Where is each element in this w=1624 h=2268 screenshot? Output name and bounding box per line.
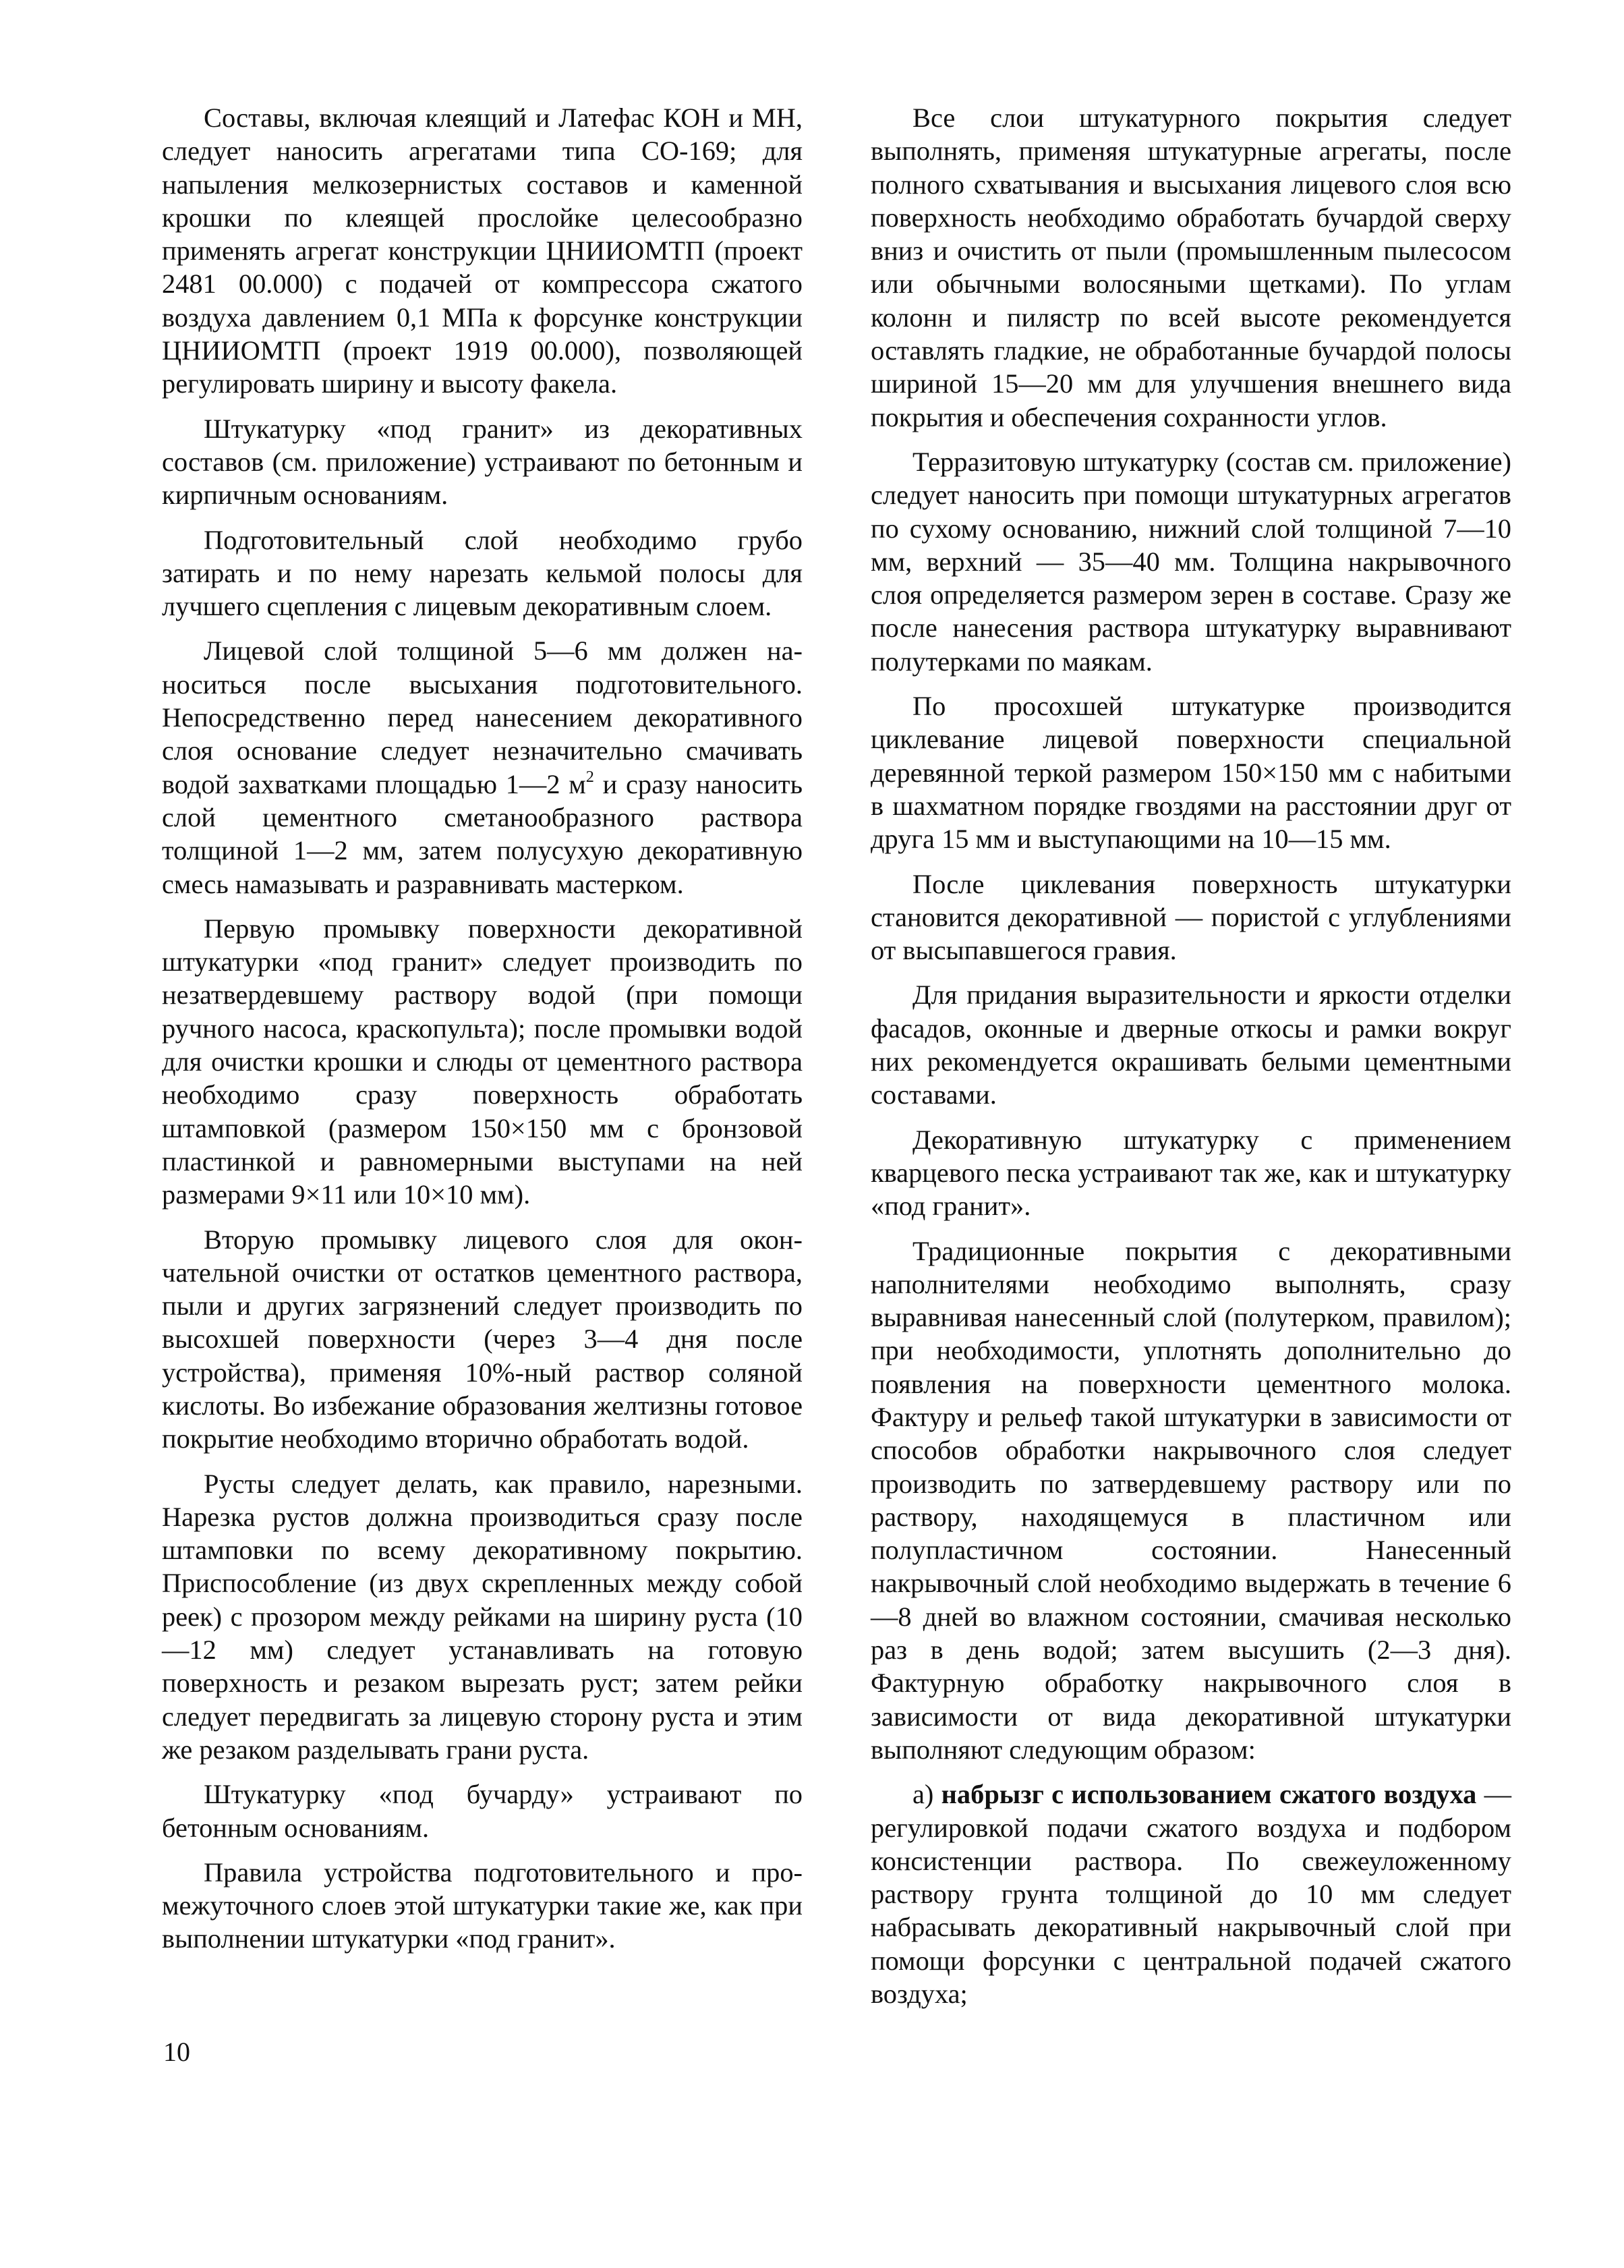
paragraph-16: Традиционные покрытия с декоративными наполнителями необходимо выполнять, сразу выравнивая нанесенный слой (полутерком, правилом); при необходимости, уплотнять дополнительно до появления на поверхности цементного молока. Фактуру и рельеф такой штукатурки в зависимости от способов обработки накрывочного слоя следует производить по затвердевшему раствору или по раствору, находящемуся в пластичном или полупластичном состоянии. Нанесенный накрывочный слой необходимо выдержать в течение 6—8 дней во влажном состоянии, смачивая несколько раз в день водой; затем высушить (2—3 дня). Фактурную обработку накрывочного слоя в зависимости от вида декоративной штукатурки выполняют следующим образом:: [871, 1235, 1511, 1765]
paragraph-2: Штукатурку «под гранит» из декоративных составов (см. приложение) устраивают по бетонным и кирпичным основаниям.: [162, 413, 803, 511]
paragraph-11: Терразитовую штукатурку (состав см. приложение) следует наносить при помощи штукатурных агрегатов по сухому основанию, нижний слой толщиной 7—10 мм, верхний — 35—40 мм. Толщина накрывочного слоя определяется размером зерен в составе. Сразу же после нанесения раствора штукатурку выравнивают полутерками по маякам.: [871, 446, 1511, 677]
paragraph-15: Декоративную штукатурку с применением кварцевого песка устраивают так же, как и штукатурку «под гранит».: [871, 1124, 1511, 1222]
paragraph-4: [162, 634, 803, 900]
paragraph-8: Штукатурку «под бучарду» устраивают по бетонным основаниям.: [162, 1779, 803, 1843]
paragraph-9: Правила устройства подготовительного и промежуточного слоев этой штукатурки такие же, как при выполнении штукатурки «под гранит».: [162, 1856, 803, 1954]
paragraph-13: После циклевания поверхность штукатурки становится декоративной — пористой с углублениями от высыпавшегося гравия.: [871, 868, 1511, 966]
paragraph-14: Для придания выразительности и яркости отделки фасадов, оконные и дверные откосы и рамки вокруг них рекомендуется окрашивать белыми цементными составами.: [871, 980, 1511, 1110]
right-column: [871, 101, 1511, 2022]
paragraph-3: Подготовительный слой необходимо грубо затирать и по нему нарезать кельмой полосы для лучшего сцепления с лицевым декоративным слоем.: [162, 524, 803, 622]
paragraph-6: Вторую промывку лицевого слоя для окончательной очистки от остатков цементного раствора, пыли и других загрязнений следует производить по высохшей поверхности (через 3—4 дня после устройства), применяя 10%-ный раствор соляной кислоты. Во избежание образования желтизны готовое покрытие необходимо вторично обработать водой.: [162, 1224, 803, 1454]
list-item-a-term: набрызг с использованием сжатого воздуха: [941, 1779, 1477, 1810]
paragraph-4-start: Лицевой слой толщиной 5—6 мм должен наноситься после высыхания подготовительного. Непосредственно перед нанесением декоративного слоя основание следует незначительно смачивать водой захватками площадью 1—2 м: [162, 635, 803, 799]
list-item-a: [871, 1778, 1511, 2010]
paragraph-5: Первую промывку поверхности декоративной штукатурки «под гранит» следует производить по незатвердевшему раствору водой (при помощи ручного насоса, краскопульта); после промывки водой для очистки крошки и слюды от цементного раствора необходимо сразу поверхность обработать штамповкой (размером 150×150 мм с бронзовой пластинкой и равномерными выступами на ней размерами 9×11 или 10×10 мм).: [162, 913, 803, 1210]
left-column: [162, 101, 803, 1967]
paragraph-4-end: и сразу наносить слой цементного сметанообразного раствора толщиной 1—2 мм, затем полусухую декоративную смесь намазывать и разравнивать мастерком.: [162, 768, 803, 899]
paragraph-7: Русты следует делать, как правило, нарезными. Нарезка рустов должна производиться сразу после штамповки по всему декоративному покрытию. Приспособление (из двух скрепленных между собой реек) с прозором между рейками на ширину руста (10—12 мм) следует устанавливать на готовую поверхность и резаком вырезать руст; затем рейки следует передвигать за лицевую сторону руста и этим же резаком разделывать грани руста.: [162, 1468, 803, 1765]
page-number: 10: [163, 2037, 190, 2067]
paragraph-1: Составы, включая клеящий и Латефас КОН и МН, следует наносить агрегатами типа СО-169; для напыления мелкозернистых составов и каменной крошки по клеящей прослойке целесообразно применять агрегат конструкции ЦНИИОМТП (проект 2481 00.000) с подачей от компрессора сжатого воздуха давлением 0,1 МПа к форсунке конструкции ЦНИИОМТП (проект 1919 00.000), позволяющей регулировать ширину и высоту факела.: [162, 103, 803, 399]
list-item-a-text: — регулировкой подачи сжатого воздуха и подбором консистенции раствора. По свежеуложенному раствору грунта толщиной до 10 мм следует набрасывать декоративный накрывочный слой при помощи форсунки с центральной подачей сжатого воздуха;: [871, 1779, 1512, 2010]
paragraph-12: По просохшей штукатурке производится циклевание лицевой поверхности специальной деревянной теркой размером 150×150 мм с набитыми в шахматном порядке гвоздями на расстоянии друг от друга 15 мм и выступающими на 10—15 мм.: [871, 691, 1511, 855]
list-item-a-marker: а): [912, 1779, 941, 1810]
square-superscript: 2: [585, 767, 594, 786]
paragraph-10: Все слои штукатурного покрытия следует выполнять, применяя штукатурные агрегаты, после полного схватывания и высыхания лицевого слоя всю поверхность необходимо обработать бучардой сверху вниз и очистить от пыли (промышленным пылесосом или обычными волосяными щетками). По углам колонн и пилястр по всей высоте рекомендуется оставлять гладкие, не обработанные бучардой полосы шириной 15—20 мм для улучшения внешнего вида покрытия и обеспечения сохранности углов.: [871, 103, 1511, 432]
